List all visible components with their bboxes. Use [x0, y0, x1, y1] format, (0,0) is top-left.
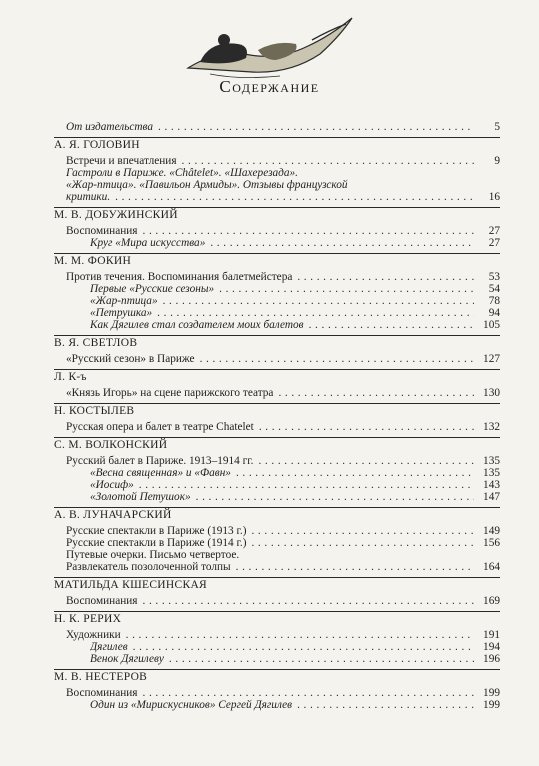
toc-page-number: 191 [474, 629, 500, 641]
toc-entry-title: Воспоминания [66, 225, 138, 237]
toc-entry-title: Русские спектакли в Париже (1913 г.) [66, 525, 247, 537]
toc-entry [54, 595, 500, 607]
toc-entry [54, 699, 500, 711]
toc-entry [54, 479, 500, 491]
toc-author-heading: М. В. ДОБУЖИНСКИЙ [54, 207, 500, 223]
toc-entry [54, 525, 500, 537]
toc-page-number: 169 [474, 595, 500, 607]
toc-entry-title: «Весна священная» и «Фавн» [90, 467, 231, 479]
toc-entry [54, 455, 500, 467]
toc-entry [54, 491, 500, 503]
toc-entry-title: Русский балет в Париже. 1913–1914 гг. [66, 455, 254, 467]
toc-page-number: 54 [474, 283, 500, 295]
toc-entry [54, 387, 500, 399]
toc-entry [54, 295, 500, 307]
toc-entry [54, 179, 500, 191]
toc-page-number: 78 [474, 295, 500, 307]
toc-author-heading: Л. К-ъ [54, 369, 500, 385]
toc-entry-title: Венок Дягилеву [90, 653, 164, 665]
toc-entry [54, 283, 500, 295]
toc-entry-title: «Князь Игорь» на сцене парижского театра [66, 387, 274, 399]
toc-page-number: 164 [474, 561, 500, 573]
toc-entry [54, 641, 500, 653]
toc-page-number: 135 [474, 467, 500, 479]
toc-entry-title: Против течения. Воспоминания балетмейстера [66, 271, 293, 283]
toc-entry-title: Как Дягилев стал создателем моих балетов [90, 319, 304, 331]
toc-page-number: 143 [474, 479, 500, 491]
toc-entry-title: «Петрушка» [90, 307, 153, 319]
toc-entry [54, 467, 500, 479]
toc-entry-title: Развлекатель позолоченной толпы [66, 561, 231, 573]
toc-entry [54, 225, 500, 237]
toc-entry [54, 653, 500, 665]
toc-author-heading: Н. К. РЕРИХ [54, 611, 500, 627]
toc-entry [54, 121, 500, 133]
toc-entry-title: «Жар-птица» [90, 295, 158, 307]
toc-page-number: 27 [474, 237, 500, 249]
toc-entry-title: Путевые очерки. Письмо четвертое. [66, 549, 240, 561]
toc-page-number: 5 [474, 121, 500, 133]
toc-page-number: 199 [474, 699, 500, 711]
toc-page-number: 196 [474, 653, 500, 665]
toc-entry-title: Круг «Мира искусства» [90, 237, 206, 249]
toc-entry-title: Один из «Мирискусников» Сергей Дягилев [90, 699, 293, 711]
toc-page-number: 130 [474, 387, 500, 399]
toc-entry-title: Гастроли в Париже. «Châtelet». «Шахерезада». [66, 167, 298, 179]
toc-entry [54, 191, 500, 203]
toc-author-heading: А. В. ЛУНАЧАРСКИЙ [54, 507, 500, 523]
toc-entry-title: Русская опера и балет в театре Chatelet [66, 421, 254, 433]
toc-entry-title: «Жар-птица». «Павильон Армиды». Отзывы французской [66, 179, 348, 191]
toc-entry-title: Дягилев [90, 641, 128, 653]
toc-entry [54, 537, 500, 549]
toc-page-number: 199 [474, 687, 500, 699]
toc-author-heading: М. В. НЕСТЕРОВ [54, 669, 500, 685]
toc-entry-title: критики. [66, 191, 111, 203]
toc-author-heading: А. Я. ГОЛОВИН [54, 137, 500, 153]
toc-entry [54, 549, 500, 561]
page-title: Содержание [219, 77, 320, 96]
toc-entry-title: Воспоминания [66, 595, 138, 607]
toc-entry-title: «Русский сезон» в Париже [66, 353, 195, 365]
toc-entry [54, 167, 500, 179]
toc-entry [54, 687, 500, 699]
toc-entry [54, 561, 500, 573]
toc-author-heading: Н. КОСТЫЛЕВ [54, 403, 500, 419]
toc-author-heading: В. Я. СВЕТЛОВ [54, 335, 500, 351]
table-of-contents [54, 121, 500, 711]
dancer-emblem-illustration [180, 10, 360, 80]
toc-entry-title: От издательства [66, 121, 154, 133]
toc-page-number: 135 [474, 455, 500, 467]
toc-entry [54, 155, 500, 167]
toc-page-number: 94 [474, 307, 500, 319]
toc-page-number: 53 [474, 271, 500, 283]
toc-entry-title: Художники [66, 629, 121, 641]
toc-entry-title: Воспоминания [66, 687, 138, 699]
toc-author-heading: С. М. ВОЛКОНСКИЙ [54, 437, 500, 453]
toc-page-number: 16 [474, 191, 500, 203]
toc-entry [54, 421, 500, 433]
toc-entry-title: Первые «Русские сезоны» [90, 283, 215, 295]
toc-entry-title: «Золотой Петушок» [90, 491, 191, 503]
toc-entry-title: «Иосиф» [90, 479, 134, 491]
toc-page-number: 194 [474, 641, 500, 653]
toc-page-number: 105 [474, 319, 500, 331]
toc-page-number: 127 [474, 353, 500, 365]
toc-entry [54, 237, 500, 249]
toc-entry [54, 319, 500, 331]
toc-page-number: 147 [474, 491, 500, 503]
toc-page-number: 9 [474, 155, 500, 167]
toc-author-heading: М. М. ФОКИН [54, 253, 500, 269]
toc-entry-title: Русские спектакли в Париже (1914 г.) [66, 537, 247, 549]
toc-entry-title: Встречи и впечатления [66, 155, 177, 167]
toc-entry [54, 271, 500, 283]
toc-author-heading: МАТИЛЬДА КШЕСИНСКАЯ [54, 577, 500, 593]
toc-entry [54, 353, 500, 365]
toc-page-number: 27 [474, 225, 500, 237]
toc-entry [54, 307, 500, 319]
toc-page-number: 149 [474, 525, 500, 537]
toc-page-number: 156 [474, 537, 500, 549]
toc-page-number: 132 [474, 421, 500, 433]
toc-entry [54, 629, 500, 641]
